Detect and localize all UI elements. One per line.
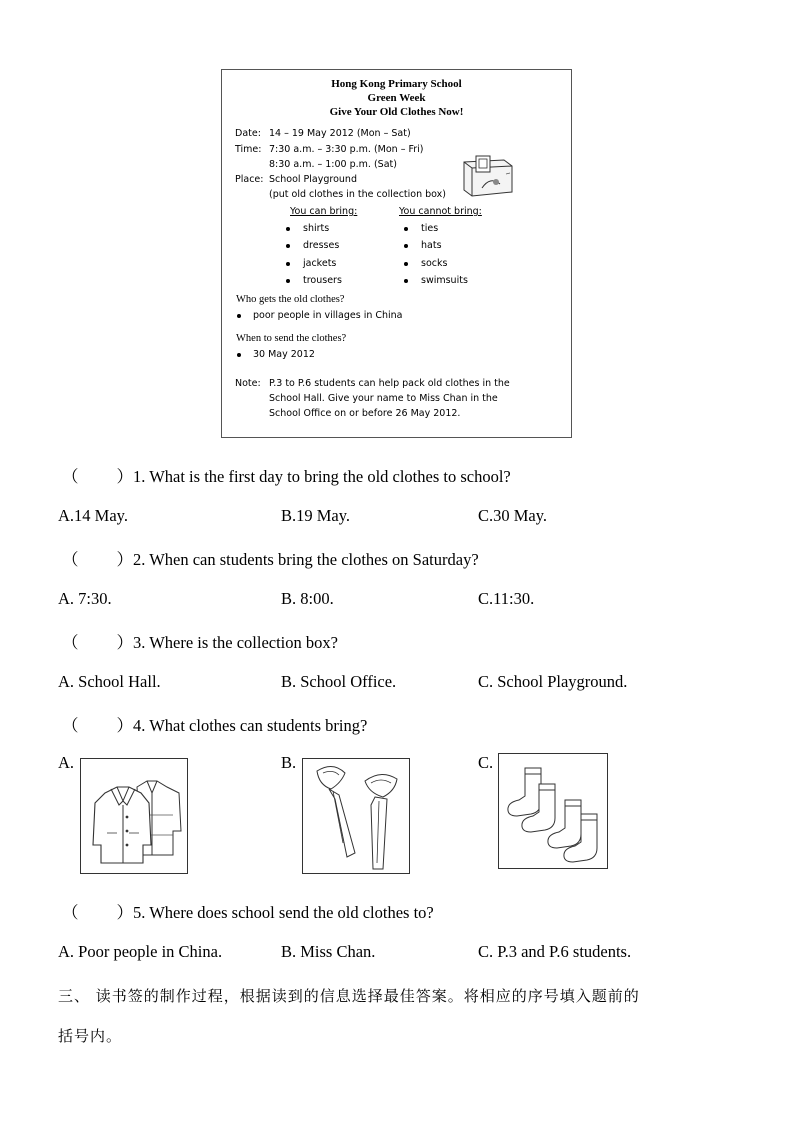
bullet-icon [286, 279, 290, 283]
bullet-icon [404, 227, 408, 231]
can-bring-item: jackets [303, 258, 337, 269]
answer-blank-open[interactable]: （ [62, 903, 79, 922]
section-3-instruction-cont: 括号内。 [58, 1027, 123, 1045]
answer-blank-open[interactable]: （ [62, 633, 79, 652]
bullet-icon [237, 314, 241, 318]
ties-picture[interactable] [302, 758, 410, 874]
answer-blank-close: ） [116, 467, 133, 486]
answer-blank-close: ） [116, 716, 133, 735]
option-a[interactable]: A. Poor people in China. [58, 942, 223, 961]
date-label: Date: [235, 128, 261, 139]
section-3-instruction: 三、 读书签的制作过程，根据读到的信息选择最佳答案。将相应的序号填入题前的 [58, 987, 640, 1005]
question-2 [62, 546, 479, 570]
date-value: 14 – 19 May 2012 (Mon – Sat) [269, 128, 411, 139]
option-a[interactable]: A. [58, 753, 75, 772]
jacket-icon [81, 759, 187, 873]
bullet-icon [286, 244, 290, 248]
socks-picture[interactable] [498, 753, 608, 869]
option-c[interactable]: C.11:30. [478, 589, 535, 608]
option-b[interactable]: B. [281, 753, 297, 772]
answer-blank-open[interactable]: （ [62, 467, 79, 486]
question-text: 2. When can students bring the clothes on Saturday? [133, 550, 479, 569]
note-line: School Hall. Give your name to Miss Chan in the [269, 393, 498, 404]
place-value: School Playground [269, 174, 357, 185]
time-value-saturday: 8:30 a.m. – 1:00 p.m. (Sat) [269, 159, 397, 170]
place-note: (put old clothes in the collection box) [269, 189, 447, 200]
cannot-bring-item: socks [421, 258, 448, 269]
notice-box [221, 69, 572, 438]
can-bring-item: shirts [303, 223, 330, 234]
question-3 [62, 629, 338, 653]
place-label: Place: [235, 174, 264, 185]
time-label: Time: [235, 144, 262, 155]
bullet-icon [404, 244, 408, 248]
bullet-icon [404, 279, 408, 283]
cannot-bring-item: ties [421, 223, 439, 234]
option-a[interactable]: A.14 May. [58, 506, 128, 525]
bullet-icon [286, 227, 290, 231]
note-label: Note: [235, 378, 261, 389]
who-question: Who gets the old clothes? [236, 294, 345, 305]
answer-blank-open[interactable]: （ [62, 716, 79, 735]
question-1 [62, 463, 511, 487]
when-question: When to send the clothes? [236, 333, 347, 344]
option-b[interactable]: B. School Office. [281, 672, 397, 691]
cannot-bring-heading: You cannot bring: [399, 206, 482, 217]
tie-icon [303, 759, 409, 873]
can-bring-item: trousers [303, 275, 342, 286]
bullet-icon [404, 262, 408, 266]
when-answer: 30 May 2012 [253, 349, 315, 360]
option-c[interactable]: C. School Playground. [478, 672, 628, 691]
can-bring-item: dresses [303, 240, 340, 251]
option-c[interactable]: C. [478, 753, 494, 772]
cannot-bring-item: swimsuits [421, 275, 468, 286]
cannot-bring-item: hats [421, 240, 442, 251]
option-b[interactable]: B.19 May. [281, 506, 351, 525]
answer-blank-close: ） [116, 633, 133, 652]
can-bring-heading: You can bring: [290, 206, 358, 217]
question-text: 5. Where does school send the old clothes to? [133, 903, 434, 922]
option-b[interactable]: B. 8:00. [281, 589, 334, 608]
notice-title-week: Green Week [367, 92, 426, 104]
question-text: 4. What clothes can students bring? [133, 716, 368, 735]
notice-title-school: Hong Kong Primary School [331, 78, 462, 90]
option-c[interactable]: C.30 May. [478, 506, 548, 525]
bullet-icon [237, 353, 241, 357]
option-a[interactable]: A. 7:30. [58, 589, 112, 608]
question-text: 3. Where is the collection box? [133, 633, 338, 652]
option-a[interactable]: A. School Hall. [58, 672, 161, 691]
answer-blank-close: ） [116, 550, 133, 569]
bullet-icon [286, 262, 290, 266]
collection-box-icon [460, 154, 516, 200]
option-b[interactable]: B. Miss Chan. [281, 942, 376, 961]
jackets-picture[interactable] [80, 758, 188, 874]
sock-icon [499, 754, 607, 868]
question-text: 1. What is the first day to bring the old clothes to school? [133, 467, 511, 486]
note-line: School Office on or before 26 May 2012. [269, 408, 461, 419]
question-4 [62, 712, 367, 736]
who-answer: poor people in villages in China [253, 310, 403, 321]
note-line: P.3 to P.6 students can help pack old clothes in the [269, 378, 510, 389]
time-value-weekday: 7:30 a.m. – 3:30 p.m. (Mon – Fri) [269, 144, 424, 155]
question-5 [62, 899, 434, 923]
notice-title-slogan: Give Your Old Clothes Now! [329, 106, 464, 118]
option-c[interactable]: C. P.3 and P.6 students. [478, 942, 632, 961]
answer-blank-close: ） [116, 903, 133, 922]
answer-blank-open[interactable]: （ [62, 550, 79, 569]
